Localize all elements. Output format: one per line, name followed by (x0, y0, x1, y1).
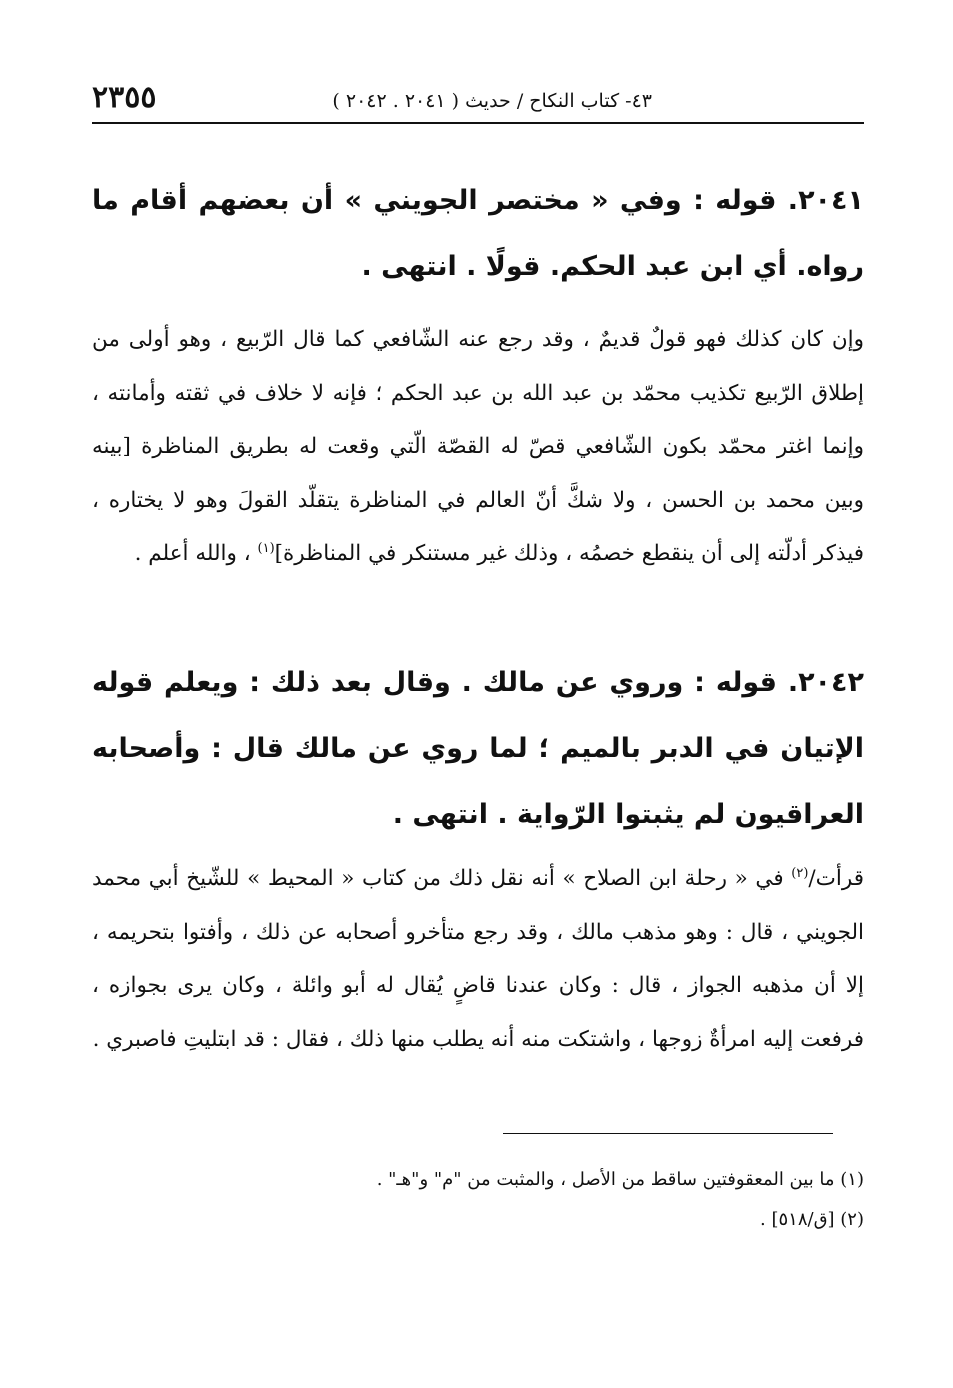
page-number: ٢٣٥٥ (92, 80, 157, 115)
commentary-text-end: في « رحلة ابن الصلاح » أنه نقل ذلك من كتاب « المحيط » للشّيخ أبي محمد الجويني ، قال : وهو مذهب مالك ، وقد رجع متأخرو أصحابه عن ذلك ، وأفتوا بتحريمه ، إلا أن مذهبه الجواز ، قال : وكان عندنا قاضٍ يُقال له أبو وائلة ، وكان يرى بجوازه ، فرفعت إليه امرأةٌ زوجها ، واشتكت منه أنه يطلب منها ذلك ، فقال : قد ابتليتِ فاصبري . (92, 866, 864, 1052)
hadith-heading-2042: ٢٠٤٢. قوله : وروي عن مالك . وقال بعد ذلك : ويعلم قوله الإتيان في الدبر بالميم ؛ لما روي عن مالك قال : وأصحابه العراقيون لم يثبتوا الرّواية . انتهى . (92, 667, 864, 830)
footnote-ref-2[interactable]: (٢) (791, 865, 809, 881)
commentary-text-end: ، والله أعلم . (134, 541, 258, 566)
footnote-1: (١) ما بين المعقوفتين ساقط من الأصل ، والمثبت من "م" و"هـ" . (376, 1169, 864, 1190)
footnote-2: (٢) [ق/٥١٨] . (760, 1209, 864, 1230)
commentary-paragraph-2041 (92, 313, 864, 581)
hadith-heading-2041: ٢٠٤١. قوله : وفي « مختصر الجويني » أن بعضهم أقام ما رواه. أي ابن عبد الحكم. قولًا . انتهى . (92, 185, 864, 282)
running-title: ٤٣- كتاب النكاح / حديث ( ٢٠٤١ . ٢٠٤٢ ) (332, 90, 652, 112)
header-rule (92, 122, 864, 124)
commentary-text: قرأت/ (808, 866, 864, 891)
commentary-text: وإن كان كذلك فهو قولٌ قديمٌ ، وقد رجع عنه الشّافعي كما قال الرّبيع ، وهو أولى من إطلاق الرّبيع تكذيب محمّد بن عبد الله بن عبد الحكم ؛ فإنه لا خلاف في ثقته وأمانته ، وإنما اغتر محمّد بكون الشّافعي قصّ له القصّة الّتي وقعت له بطريق المناظرة [بينه وبين محمد بن الحسن ، ولا شكَّ أنّ العالم في المناظرة يتقلّد القولَ وهو لا يختاره ، فيذكر أدلّته إلى أن ينقطع خصمُه ، وذلك غير مستنكر في المناظرة] (92, 327, 864, 566)
commentary-paragraph-2042 (92, 852, 864, 1066)
footnote-separator (503, 1133, 833, 1134)
footnote-ref-1[interactable]: (١) (257, 540, 275, 556)
page-header (92, 72, 864, 122)
footnotes (92, 1160, 864, 1240)
